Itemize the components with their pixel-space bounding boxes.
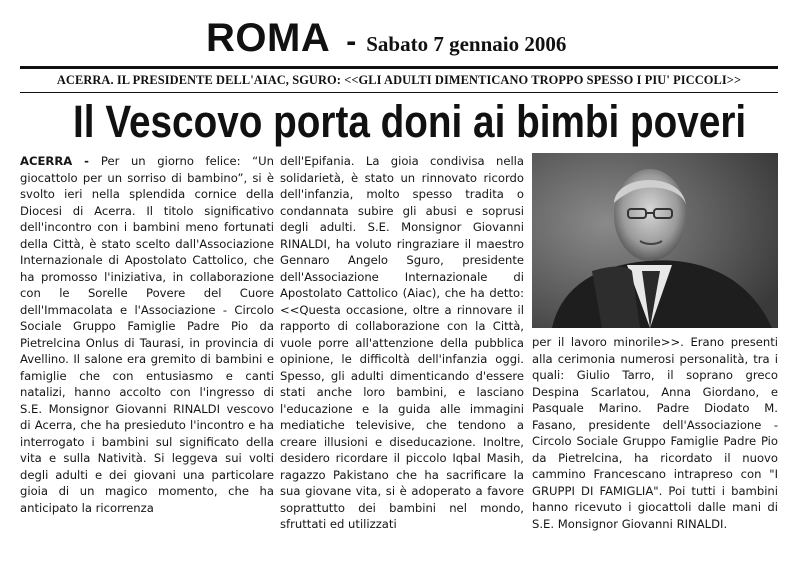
- masthead-city: ROMA: [206, 16, 331, 60]
- top-rule: [20, 66, 778, 69]
- masthead: [206, 16, 626, 60]
- kicker-line: ACERRA. IL PRESIDENTE DELL'AIAC, SGURO: <<GLI ADULTI DIMENTICANO TROPPO SPESSO I PIU' PICCOLI>>: [56, 73, 742, 87]
- article-column-1: [20, 153, 274, 561]
- headline: Il Vescovo porta doni ai bimbi poveri: [73, 96, 747, 147]
- article-column-2: [280, 153, 524, 561]
- portrait-image: [532, 153, 778, 328]
- column-3-text: per il lavoro minorile>>. Erano presenti alla cerimonia numerosi personalità, tra i quali: Giulio Tarro, il soprano greco Despina Scarlatou, Anna Giordano, e Pasquale Marino. Padre Diodato M. Fasano, presidente dell'Associazione - Circolo Sociale Gruppo Famiglie Padre Pio da Pietrelcina, ha ricordato il nuovo cammino Francescano intrapreso con "I GRUPPI DI FAMIGLIA". Poi tutti i bambini hanno ricevuto i giocattoli dalle mani di S.E. Monsignor Giovanni RINALDI.: [532, 335, 778, 531]
- article-column-3: [532, 334, 778, 562]
- masthead-separator: -: [346, 25, 357, 58]
- column-1-text: Per un giorno felice: “Un giocattolo per un sorriso di bambino”, si è svolto ieri nella splendida cornice della Diocesi di Acerra. Il titolo significativo dell'incontro con i bambini meno fortunati della Città, è stato scelto dall'Associazione Internazionale di Apostolato Cattolico, che ha promosso l'iniziativa, in collaborazione con le Sorelle Povere del Cuore dell'Immacolata e l'Associazione - Circolo Sociale Gruppo Famiglie Padre Pio da Pietrelcina Onlus di Taurasi, in provincia di Avellino. Il salone era gremito di bambini e famiglie che con entusiasmo e canti natalizi, hanno accolto con l'ingresso di S.E. Monsignor Giovanni RINALDI vescovo di Acerra, che ha presieduto l'incontro e ha interrogato i bambini sul significato della vita e sulla Natività. Si leggeva sui volti degli adulti e dei giovani una particolare gioia di un magico momento, che ha anticipato la ricorrenza: [20, 154, 274, 515]
- masthead-date: Sabato 7 gennaio 2006: [366, 32, 567, 56]
- column-2-text: dell'Epifania. La gioia condivisa nella solidarietà, è stato un rinnovato ricordo dell'infanzia, molto spesso tradita o condannata subire gli abusi e soprusi degli adulti. S.E. Monsignor Giovanni RINALDI, ha voluto ringraziare il maestro Gennaro Angelo Sguro, presidente dell'Associazione Internazionale di Apostolato Cattolico (Aiac), che ha detto: <<Questa occasione, oltre a rinnovare il rapporto di collaborazione con la Città, vuole porre all'attenzione della pubblica opinione, le difficoltà dell'infanzia oggi. Spesso, gli adulti dimenticando d'essere stati anche loro bambini, e lasciano l'educazione e la guida alle immagini mediatiche televisive, che tendono a creare illusioni e diseducazione. Inoltre, desidero ricordare il piccolo Iqbal Masih, ragazzo Pakistano che ha sacrificare la sua giovane vita, si è adoperato a favore soprattutto dei bambini nel mondo, sfruttati ed utilizzati: [280, 154, 524, 531]
- dateline: ACERRA -: [20, 154, 101, 168]
- portrait-photo: [532, 153, 778, 328]
